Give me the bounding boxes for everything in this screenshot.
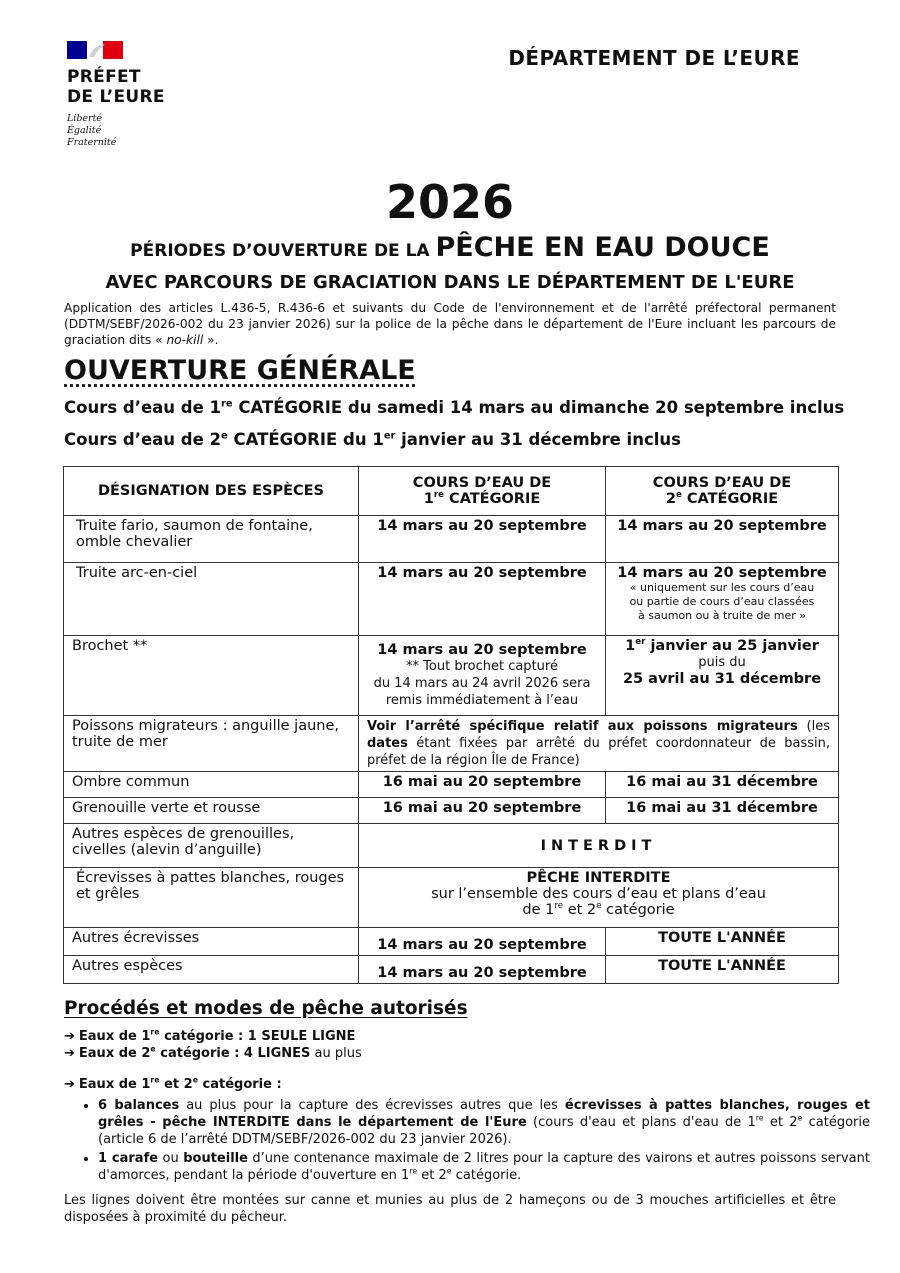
period-cat1: 14 mars au 20 septembre [359,563,606,636]
department-title: DÉPARTEMENT DE L’EURE [508,46,800,70]
category-2-opening: Cours d’eau de 2e CATÉGORIE du 1er janvier au 31 décembre inclus [64,430,681,449]
period-cat2: 16 mai au 31 décembre [606,798,839,824]
list-item: • 6 balances au plus pour la capture des écrevisses autres que les écrevisses à pattes blanches, rouges et grêles - pêche INTERDITE dans le département de l'Eure (cours d'eau et plans d'eau de 1re et 2e catégorie (article 6 de l’arrêté DDTM/SEBF/2026-002 du 23 janvier 2026). [98,1097,870,1148]
species-name: Autres écrevisses [64,928,359,956]
species-name: Autres espèces de grenouilles, civelles (alevin d’anguille) [64,824,359,868]
table-row [64,563,839,636]
species-name: Autres espèces [64,956,359,984]
period-both: Voir l’arrêté spécifique relatif aux poissons migrateurs (les dates étant fixées par arrêté du préfet coordonnateur de bassin, préfet de la région Île de France) [359,716,839,772]
table-row [64,798,839,824]
rule-category-2: ➔ Eaux de 2e catégorie : 4 LIGNES au plus [64,1044,362,1061]
period-cat1: 14 mars au 20 septembre ** Tout brochet capturé du 14 mars au 24 avril 2026 sera remis immédiatement à l’eau [359,636,606,716]
species-name: Brochet ** [64,636,359,716]
period-cat1: 14 mars au 20 septembre [359,516,606,563]
year-title: 2026 [385,175,515,229]
period-cat2: 1er janvier au 25 janvier puis du 25 avril au 31 décembre [606,636,839,716]
period-cat1: 16 mai au 20 septembre [359,772,606,798]
table-row [64,868,839,928]
header-category-1: COURS D’EAU DE 1re CATÉGORIE [359,467,606,516]
species-name: Truite fario, saumon de fontaine, omble chevalier [64,516,359,563]
period-cat2: TOUTE L'ANNÉE [606,956,839,984]
arrow-right-icon: ➔ [64,1077,75,1092]
rule-category-1: ➔ Eaux de 1re catégorie : 1 SEULE LIGNE [64,1027,356,1044]
table-header-row [64,467,839,516]
species-name: Truite arc-en-ciel [64,563,359,636]
list-item: • 1 carafe ou bouteille d’une contenance maximale de 2 litres pour la capture des vairons et autres poissons servant d'amorces, pendant la période d'ouverture en 1re et 2e catégorie. [98,1150,870,1184]
prefet-title: PRÉFET DE L’EURE [67,67,165,107]
rule-both-categories: ➔ Eaux de 1re et 2e catégorie : [64,1075,282,1092]
category-1-opening: Cours d’eau de 1re CATÉGORIE du samedi 14 mars au dimanche 20 septembre inclus [64,398,845,417]
period-cat1: 16 mai au 20 septembre [359,798,606,824]
species-name: Grenouille verte et rousse [64,798,359,824]
line-rules [64,1028,362,1062]
period-cat1: 14 mars au 20 septembre [359,928,606,956]
table-row [64,772,839,798]
header-species: DÉSIGNATION DES ESPÈCES [64,467,359,516]
arrow-right-icon: ➔ [64,1029,75,1044]
main-title-line2: AVEC PARCOURS DE GRACIATION DANS LE DÉPARTEMENT DE L'EURE [105,272,795,293]
period-both: PÊCHE INTERDITE sur l’ensemble des cours d’eau et plans d’eau de 1re et 2e catégorie [359,868,839,928]
final-paragraph: Les lignes doivent être montées sur canne et munies au plus de 2 hameçons ou de 3 mouches artificielles et être disposées à proximité du pêcheur. [64,1193,836,1225]
section-heading-ouverture: OUVERTURE GÉNÉRALE [64,355,416,386]
header-category-2: COURS D’EAU DE 2e CATÉGORIE [606,467,839,516]
equipment-list [64,1097,870,1186]
table-row [64,716,839,772]
table-row [64,516,839,563]
devise: Liberté Égalité Fraternité [67,113,117,148]
prefecture-logo [67,41,187,149]
period-cat2: 16 mai au 31 décembre [606,772,839,798]
period-cat2: 14 mars au 20 septembre « uniquement sur les cours d’eau ou partie de cours d’eau classées à saumon ou à truite de mer » [606,563,839,636]
main-title-line1: PÉRIODES D’OUVERTURE DE LA PÊCHE EN EAU DOUCE [130,232,770,263]
period-both: INTERDIT [359,824,839,868]
period-cat2: TOUTE L'ANNÉE [606,928,839,956]
species-name: Ombre commun [64,772,359,798]
table-row [64,824,839,868]
table-row [64,636,839,716]
species-name: Poissons migrateurs : anguille jaune, truite de mer [64,716,359,772]
arrow-right-icon: ➔ [64,1046,75,1061]
intro-paragraph: Application des articles L.436-5, R.436-6 et suivants du Code de l'environnement et de l'arrêté préfectoral permanent (DDTM/SEBF/2026-002 du 23 janvier 2026) sur la police de la pêche dans le département de l'Eure incluant les parcours de graciation dits « no-kill ». [64,301,836,347]
marianne-flag-icon [67,41,123,59]
table-row [64,956,839,984]
period-cat2: 14 mars au 20 septembre [606,516,839,563]
section-heading-procedes: Procédés et modes de pêche autorisés [64,998,468,1019]
species-name: Écrevisses à pattes blanches, rouges et grêles [64,868,359,928]
table-row [64,928,839,956]
period-cat1: 14 mars au 20 septembre [359,956,606,984]
species-periods-table [63,466,839,984]
